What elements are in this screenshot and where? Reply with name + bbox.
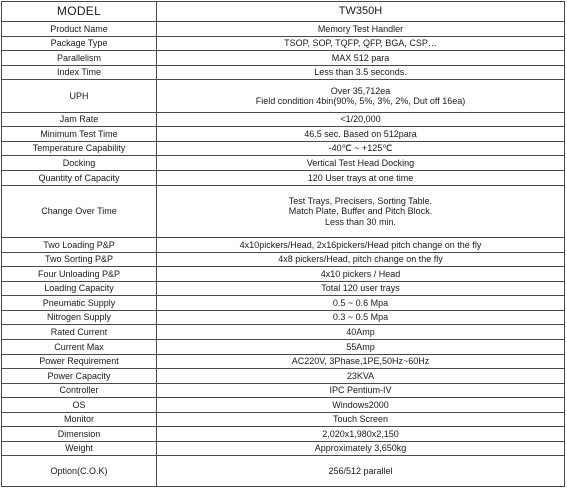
spec-value-line: Test Trays, Precisers, Sorting Table. [288, 195, 433, 206]
table-row [2, 80, 565, 112]
spec-label: Current Max [2, 340, 157, 355]
spec-value [157, 369, 565, 384]
spec-label: Two Sorting P&P [2, 252, 157, 267]
spec-value [157, 171, 565, 186]
spec-value-line: Match Plate, Buffer and Pitch Block. [288, 206, 433, 217]
table-row [2, 127, 565, 142]
spec-value [157, 156, 565, 171]
spec-label: Quantity of Capacity [2, 171, 157, 186]
spec-value [157, 127, 565, 142]
table-row [2, 141, 565, 156]
spec-value [157, 80, 565, 112]
spec-label: Parallelism [2, 51, 157, 66]
spec-value [157, 340, 565, 355]
table-row [2, 171, 565, 186]
table-row [2, 310, 565, 325]
spec-value-line: Touch Screen [332, 414, 389, 425]
spec-label: Jam Rate [2, 112, 157, 127]
table-row [2, 185, 565, 238]
spec-value [157, 22, 565, 37]
spec-value-line: 2,020x1,980x2,150 [322, 428, 399, 439]
spec-label: Package Type [2, 36, 157, 51]
spec-label: OS [2, 398, 157, 413]
spec-label: Monitor [2, 412, 157, 427]
spec-value [157, 427, 565, 442]
spec-value-line: 4x10 pickers / Head [320, 268, 401, 279]
spec-value [157, 141, 565, 156]
spec-value-line: AC220V, 3Phase,1PE,50Hz~60Hz [291, 356, 430, 367]
spec-value-line: 4x10pickers/Head, 2x16pickers/Head pitch change on the fly [239, 239, 482, 250]
table-row [2, 325, 565, 340]
table-row [2, 398, 565, 413]
spec-value [157, 441, 565, 456]
spec-value [157, 65, 565, 80]
spec-label: Index Time [2, 65, 157, 80]
spec-value [157, 185, 565, 238]
spec-value-line: Field condition 4bin(90%, 5%, 3%, 2%, Dut off 16ea) [255, 96, 466, 107]
spec-value [157, 238, 565, 253]
spec-value [157, 310, 565, 325]
table-row [2, 427, 565, 442]
spec-value [157, 281, 565, 296]
table-row [2, 369, 565, 384]
table-row [2, 281, 565, 296]
spec-label: Pneumatic Supply [2, 296, 157, 311]
model-value: TW350H [157, 2, 565, 22]
spec-label: Nitrogen Supply [2, 310, 157, 325]
spec-value [157, 296, 565, 311]
table-row [2, 267, 565, 282]
spec-value-line: IPC Pentium-IV [329, 385, 392, 396]
spec-value-line: Total 120 user trays [321, 283, 400, 294]
spec-value-line: MAX 512 para [331, 52, 390, 63]
table-row [2, 412, 565, 427]
table-row [2, 156, 565, 171]
spec-value-line: <1/20,000 [340, 114, 381, 125]
spec-label: Controller [2, 383, 157, 398]
spec-value-line: 23KVA [346, 370, 375, 381]
spec-value-line: Over 35,712ea [330, 85, 391, 96]
spec-label: Two Loading P&P [2, 238, 157, 253]
spec-value [157, 325, 565, 340]
table-row [2, 65, 565, 80]
spec-value-line: Vertical Test Head Docking [306, 157, 415, 168]
spec-value-line: Memory Test Handler [317, 23, 404, 34]
spec-label: Weight [2, 441, 157, 456]
spec-value [157, 267, 565, 282]
table-row [2, 456, 565, 487]
table-row [2, 296, 565, 311]
spec-value-line: 0.5 ~ 0.6 Mpa [332, 297, 389, 308]
table-row [2, 252, 565, 267]
spec-label: Product Name [2, 22, 157, 37]
table-row [2, 441, 565, 456]
spec-label: Loading Capacity [2, 281, 157, 296]
spec-value-line: Less than 30 min. [324, 216, 397, 227]
spec-value-line: 120 User trays at one time [307, 172, 414, 183]
spec-label: Power Capacity [2, 369, 157, 384]
spec-value-line: 0.3 ~ 0.5 Mpa [332, 312, 389, 323]
spec-value-line: Approximately 3,650kg [314, 443, 407, 454]
model-label: MODEL [2, 2, 157, 22]
table-header-row [2, 2, 565, 22]
spec-value [157, 412, 565, 427]
spec-value-line: 4x8 pickers/Head, pitch change on the fly [278, 254, 443, 265]
table-row [2, 22, 565, 37]
spec-value [157, 51, 565, 66]
spec-label: Temperature Capability [2, 141, 157, 156]
spec-value [157, 252, 565, 267]
spec-label: Power Requirement [2, 354, 157, 369]
table-row [2, 36, 565, 51]
spec-label: Minimum Test Time [2, 127, 157, 142]
table-row [2, 383, 565, 398]
table-row [2, 51, 565, 66]
spec-value [157, 456, 565, 487]
spec-value-line: 40Amp [346, 326, 375, 337]
spec-value-line: Less than 3.5 seconds. [314, 67, 407, 78]
spec-label: Docking [2, 156, 157, 171]
spec-label: Dimension [2, 427, 157, 442]
spec-value [157, 398, 565, 413]
spec-label: UPH [2, 80, 157, 112]
spec-value [157, 36, 565, 51]
table-row [2, 340, 565, 355]
spec-value [157, 112, 565, 127]
spec-value-line: 55Amp [346, 341, 375, 352]
table-row [2, 354, 565, 369]
specification-table [1, 1, 565, 487]
spec-label: Change Over Time [2, 185, 157, 238]
spec-label: Rated Current [2, 325, 157, 340]
spec-value-line: TSOP, SOP, TQFP, QFP, BGA, CSP… [284, 38, 437, 49]
spec-value-line: -40℃ ~ +125℃ [328, 143, 393, 154]
spec-value [157, 354, 565, 369]
spec-value-line: Windows2000 [332, 399, 389, 410]
spec-value [157, 383, 565, 398]
spec-value-line: 256/512 parallel [328, 465, 393, 476]
spec-value-line: 46.5 sec. Based on 512para [304, 128, 417, 139]
spec-label: Option(C.O.K) [2, 456, 157, 487]
specification-table-body [2, 2, 565, 487]
table-row [2, 112, 565, 127]
table-row [2, 238, 565, 253]
spec-label: Four Unloading P&P [2, 267, 157, 282]
